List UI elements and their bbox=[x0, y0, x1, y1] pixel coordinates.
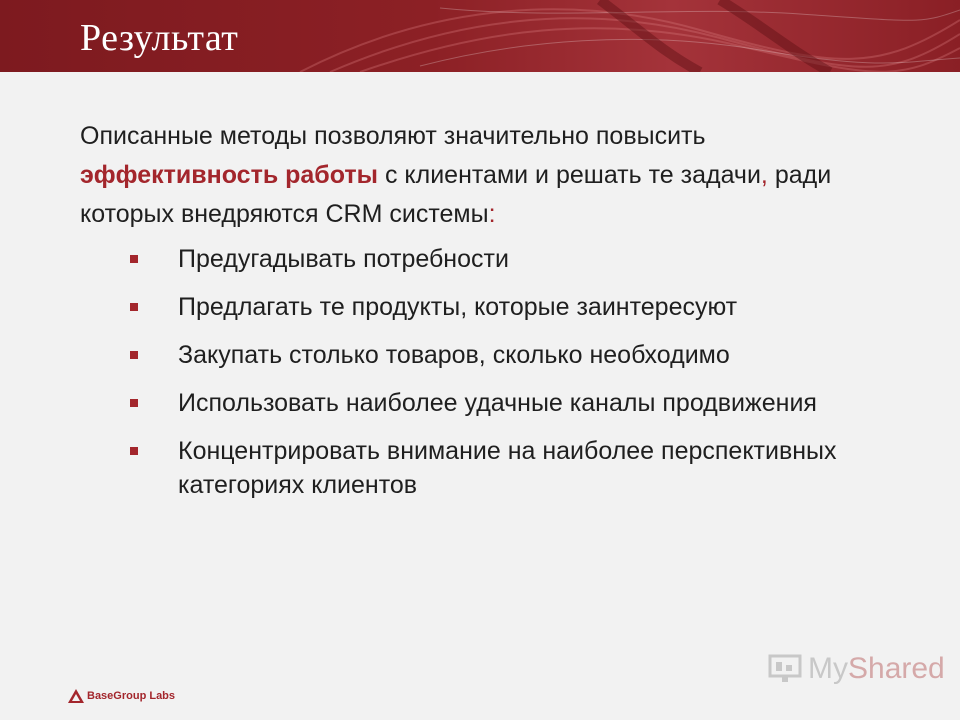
bullet-item bbox=[80, 338, 920, 372]
bullet-text: Использовать наиболее удачные каналы продвижения bbox=[178, 389, 817, 417]
bullet-text: Концентрировать внимание на наиболее перспективных категориях клиентов bbox=[178, 437, 837, 499]
header-banner bbox=[0, 0, 960, 72]
square-bullet-icon bbox=[130, 303, 138, 311]
mypresentation-icon bbox=[768, 654, 802, 684]
watermark-text bbox=[808, 652, 945, 686]
basegroup-logo-icon bbox=[68, 689, 84, 703]
bullet-item bbox=[80, 386, 920, 420]
bullet-list bbox=[80, 242, 920, 516]
brand-name: BaseGroup Labs bbox=[87, 690, 176, 702]
watermark-text-a: My bbox=[808, 652, 848, 685]
intro-text-after: ради которых внедряются CRM системы bbox=[80, 161, 832, 228]
bullet-text: Закупать столько товаров, сколько необходимо bbox=[178, 341, 730, 369]
intro-text-middle: с клиентами и решать те задачи bbox=[384, 161, 761, 189]
square-bullet-icon bbox=[130, 255, 138, 263]
slide-title: Результат bbox=[80, 17, 239, 59]
intro-comma: , bbox=[760, 161, 768, 189]
watermark-logo bbox=[768, 652, 945, 686]
bullet-item bbox=[80, 290, 920, 324]
watermark-text-b: Shared bbox=[848, 652, 945, 685]
intro-paragraph bbox=[80, 117, 900, 234]
intro-highlight: эффективность работы bbox=[80, 161, 378, 189]
intro-colon: : bbox=[488, 200, 496, 228]
square-bullet-icon bbox=[130, 351, 138, 359]
square-bullet-icon bbox=[130, 399, 138, 407]
brand-footer bbox=[68, 686, 175, 706]
bullet-item bbox=[80, 242, 920, 276]
bullet-text: Предлагать те продукты, которые заинтересуют bbox=[178, 293, 738, 321]
square-bullet-icon bbox=[130, 447, 138, 455]
bullet-text: Предугадывать потребности bbox=[178, 245, 509, 273]
intro-text-before: Описанные методы позволяют значительно повысить bbox=[80, 122, 706, 150]
bullet-item bbox=[80, 434, 920, 502]
